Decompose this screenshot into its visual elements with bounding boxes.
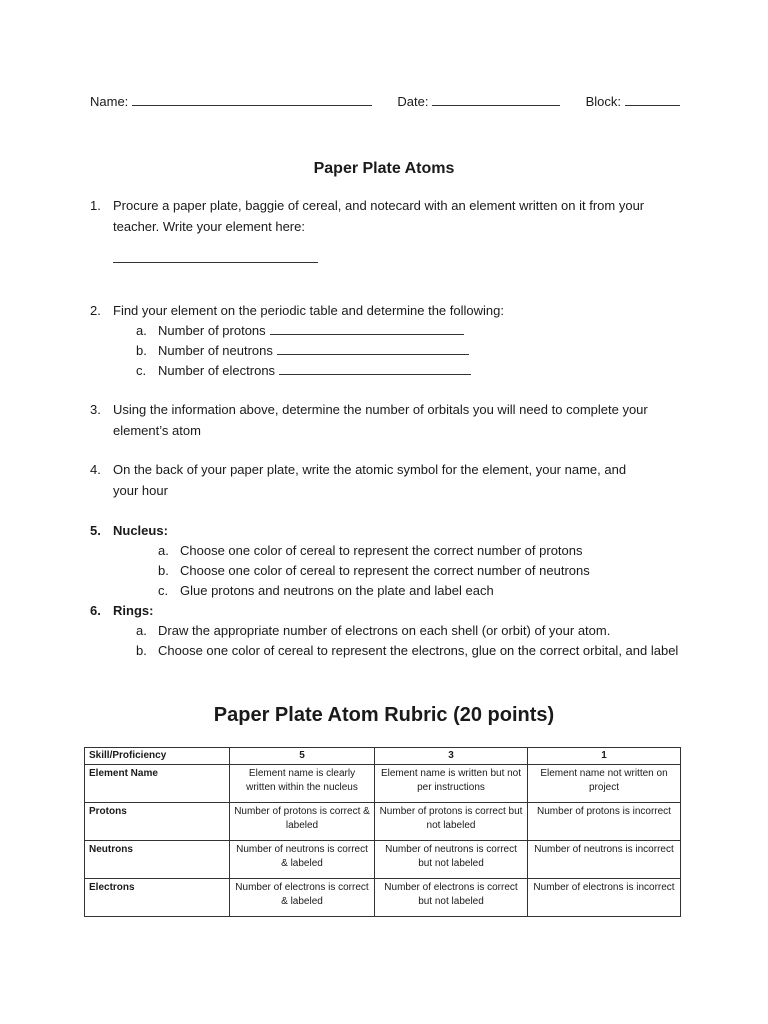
step-text: On the back of your paper plate, write the atomic symbol for the element, your name, and your hour	[113, 462, 627, 498]
subitem-letter: c.	[136, 363, 147, 378]
rubric-title: Paper Plate Atom Rubric (20 points)	[213, 704, 555, 726]
step-number: 6.	[90, 603, 101, 618]
block-field	[586, 93, 680, 110]
step-text: Find your element on the periodic table and determine the following:	[113, 303, 504, 318]
step-text: Using the information above, determine the number of orbitals you will need to complete your element’s atom	[113, 402, 648, 438]
subitem-text: Number of electrons	[158, 363, 276, 378]
date-blank[interactable]	[432, 93, 560, 106]
rubric-cell: Element name not written on project	[528, 765, 681, 803]
protons-answer-blank[interactable]	[270, 322, 464, 335]
subitem-text: Number of protons	[158, 323, 266, 338]
subitem-text: Choose one color of cereal to represent the correct number of neutrons	[180, 563, 590, 578]
subitem-letter: a.	[158, 543, 169, 558]
name-label: Name:	[90, 94, 129, 109]
table-row	[85, 803, 681, 841]
subitem-letter: b.	[136, 643, 147, 658]
rubric-header-row	[85, 748, 681, 765]
page-title: Paper Plate Atoms	[313, 160, 455, 177]
rubric-cell: Element name is written but not per instructions	[375, 765, 528, 803]
date-label: Date:	[397, 94, 429, 109]
rubric-header-cell: 3	[375, 748, 528, 765]
rubric-header-cell: 5	[230, 748, 375, 765]
rubric-skill-cell: Protons	[85, 803, 230, 841]
step-number: 4.	[90, 462, 101, 477]
block-label: Block:	[585, 94, 621, 109]
table-row	[85, 841, 681, 879]
subitem-content	[158, 361, 471, 381]
step-text: Procure a paper plate, baggie of cereal, and notecard with an element written on it from your teacher. Write your element here:	[113, 198, 645, 234]
rubric-header-cell: 1	[528, 748, 681, 765]
subitem-letter: b.	[136, 343, 147, 358]
subitem-letter: b.	[158, 563, 169, 578]
subitem-text: Choose one color of cereal to represent the correct number of protons	[180, 543, 583, 558]
rubric-header-cell: Skill/Proficiency	[85, 748, 230, 765]
rubric-cell: Number of neutrons is correct & labeled	[230, 841, 375, 879]
rubric-cell: Number of electrons is incorrect	[528, 879, 681, 917]
date-field	[397, 93, 560, 110]
subitem-content	[158, 341, 469, 361]
rubric-cell: Number of protons is correct & labeled	[230, 803, 375, 841]
subitem-letter: a.	[136, 623, 147, 638]
rubric-cell: Number of neutrons is correct but not labeled	[375, 841, 528, 879]
name-blank[interactable]	[132, 93, 372, 106]
subitem-text: Glue protons and neutrons on the plate and label each	[180, 583, 494, 598]
table-row	[85, 765, 681, 803]
electrons-answer-blank[interactable]	[279, 362, 471, 375]
rubric-skill-cell: Element Name	[85, 765, 230, 803]
rubric-cell: Element name is clearly written within the nucleus	[230, 765, 375, 803]
subitem-text: Choose one color of cereal to represent the electrons, glue on the correct orbital, and label	[158, 643, 679, 658]
table-row	[85, 879, 681, 917]
subitem-letter: c.	[158, 583, 169, 598]
subitem-text: Number of neutrons	[158, 343, 273, 358]
name-field	[90, 93, 372, 110]
rubric-cell: Number of electrons is correct but not labeled	[375, 879, 528, 917]
rubric-cell: Number of protons is incorrect	[528, 803, 681, 841]
step-number: 2.	[90, 303, 101, 318]
step-number: 1.	[90, 198, 101, 213]
rubric-skill-cell: Neutrons	[85, 841, 230, 879]
subitem-text: Draw the appropriate number of electrons on each shell (or orbit) of your atom.	[158, 623, 611, 638]
student-info-header	[90, 93, 680, 110]
rubric-cell: Number of neutrons is incorrect	[528, 841, 681, 879]
rubric-table	[84, 747, 681, 917]
block-blank[interactable]	[625, 93, 680, 106]
rubric-skill-cell: Electrons	[85, 879, 230, 917]
rubric-cell: Number of electrons is correct & labeled	[230, 879, 375, 917]
step-heading: Rings:	[113, 603, 154, 618]
neutrons-answer-blank[interactable]	[277, 342, 469, 355]
rubric-cell: Number of protons is correct but not labeled	[375, 803, 528, 841]
step-heading: Nucleus:	[113, 523, 168, 538]
step-number: 5.	[90, 523, 101, 538]
subitem-content	[158, 321, 464, 341]
element-answer-blank[interactable]	[113, 262, 318, 263]
step-number: 3.	[90, 402, 101, 417]
subitem-letter: a.	[136, 323, 147, 338]
